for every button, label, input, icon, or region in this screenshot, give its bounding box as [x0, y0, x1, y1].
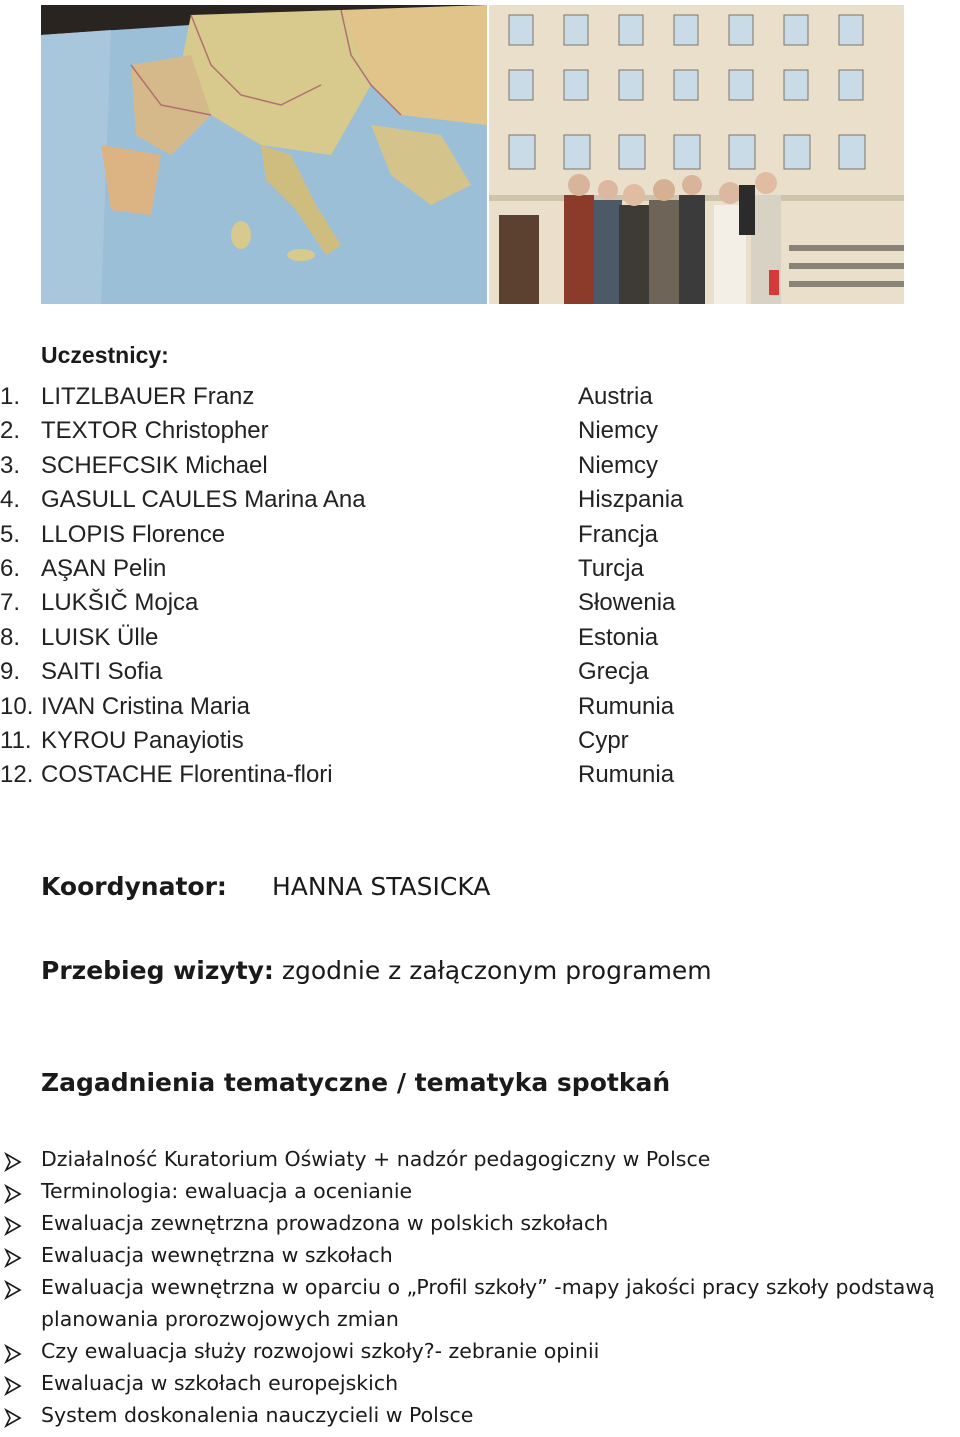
- participant-row: [0, 621, 960, 655]
- topic-text: Działalność Kuratorium Oświaty + nadzór pedagogiczny w Polsce: [41, 1147, 711, 1171]
- participant-number: 9.: [0, 658, 21, 686]
- topic-item: [0, 1143, 960, 1175]
- participant-number: 12.: [0, 761, 34, 789]
- europe-map-photo: [41, 5, 487, 304]
- participant-country: Francja: [578, 520, 659, 548]
- topic-item: [0, 1335, 960, 1367]
- participant-row: [0, 655, 960, 689]
- participant-number: 11.: [0, 726, 32, 754]
- participant-number: 4.: [0, 486, 21, 514]
- participant-country: Rumunia: [578, 761, 675, 789]
- topic-item: [0, 1271, 960, 1335]
- participant-country: Hiszpania: [578, 486, 684, 514]
- participant-name: LLOPIS Florence: [41, 520, 226, 548]
- participant-country: Niemcy: [578, 417, 659, 445]
- participant-row: [0, 552, 960, 586]
- group-photo: [489, 5, 904, 304]
- participant-name: SCHEFCSIK Michael: [41, 451, 268, 479]
- participant-name: LITZLBAUER Franz: [41, 383, 255, 410]
- participant-country: Turcja: [578, 554, 644, 582]
- participant-country: Grecja: [578, 658, 649, 686]
- participant-country: Rumunia: [578, 692, 675, 720]
- participant-number: 10.: [0, 692, 34, 720]
- visit-label: Przebieg wizyty:: [41, 956, 274, 985]
- participant-name: AŞAN Pelin: [41, 554, 167, 582]
- participant-name: LUKŠIČ Mojca: [41, 589, 199, 617]
- visit-value: zgodnie z załączonym programem: [281, 956, 712, 985]
- participant-name: TEXTOR Christopher: [41, 417, 269, 445]
- topic-item: [0, 1239, 960, 1271]
- topics-title: Zagadnienia tematyczne / tematyka spotkań: [41, 1068, 671, 1097]
- participant-row: [0, 483, 960, 517]
- participant-row: [0, 724, 960, 758]
- topics-list: [0, 1143, 960, 1431]
- topic-text: Terminologia: ewaluacja a ocenianie: [41, 1179, 413, 1203]
- participant-row: [0, 449, 960, 483]
- participant-number: 1.: [0, 383, 21, 410]
- participant-row: [0, 414, 960, 448]
- participant-name: COSTACHE Florentina-flori: [41, 761, 333, 789]
- participant-row: [0, 518, 960, 552]
- participant-name: IVAN Cristina Maria: [41, 692, 250, 720]
- participant-number: 6.: [0, 554, 21, 582]
- coordinator-label: Koordynator:: [41, 872, 227, 901]
- participant-name: LUISK Ülle: [41, 623, 159, 651]
- participant-country: Estonia: [578, 623, 659, 651]
- participant-row: [0, 380, 960, 414]
- participant-number: 7.: [0, 589, 21, 617]
- topic-item: [0, 1367, 960, 1399]
- participant-country: Słowenia: [578, 589, 676, 617]
- participant-row: [0, 690, 960, 724]
- participant-row: [0, 586, 960, 620]
- topic-item: [0, 1207, 960, 1239]
- participant-number: 3.: [0, 451, 21, 479]
- coordinator-value: HANNA STASICKA: [272, 872, 491, 901]
- visit-line: [41, 956, 712, 985]
- topic-text: Ewaluacja wewnętrzna w oparciu o „Profil szkoły” -mapy jakości pracy szkoły podstawą planowania prorozwojowych zmian: [41, 1275, 935, 1331]
- participant-row: [0, 758, 960, 792]
- participant-number: 5.: [0, 520, 21, 548]
- arrow-bullet-icon: [4, 1277, 22, 1309]
- topic-text: System doskonalenia nauczycieli w Polsce: [41, 1403, 474, 1427]
- topic-text: Ewaluacja zewnętrzna prowadzona w polskich szkołach: [41, 1211, 609, 1235]
- participant-name: KYROU Panayiotis: [41, 726, 244, 754]
- topic-item: [0, 1175, 960, 1207]
- participants-list: [0, 380, 960, 793]
- participant-country: Austria: [578, 383, 653, 410]
- coordinator-line: [41, 872, 491, 901]
- participant-country: Cypr: [578, 726, 629, 754]
- participants-heading: Uczestnicy:: [41, 342, 169, 368]
- participant-number: 2.: [0, 417, 21, 445]
- topic-item: [0, 1399, 960, 1431]
- arrow-bullet-icon: [4, 1405, 22, 1437]
- participant-number: 8.: [0, 623, 21, 651]
- participant-name: SAITI Sofia: [41, 658, 163, 686]
- participant-name: GASULL CAULES Marina Ana: [41, 486, 366, 514]
- topic-text: Ewaluacja wewnętrzna w szkołach: [41, 1243, 393, 1267]
- topic-text: Czy ewaluacja służy rozwojowi szkoły?- zebranie opinii: [41, 1339, 600, 1363]
- participant-country: Niemcy: [578, 451, 659, 479]
- topic-text: Ewaluacja w szkołach europejskich: [41, 1371, 399, 1395]
